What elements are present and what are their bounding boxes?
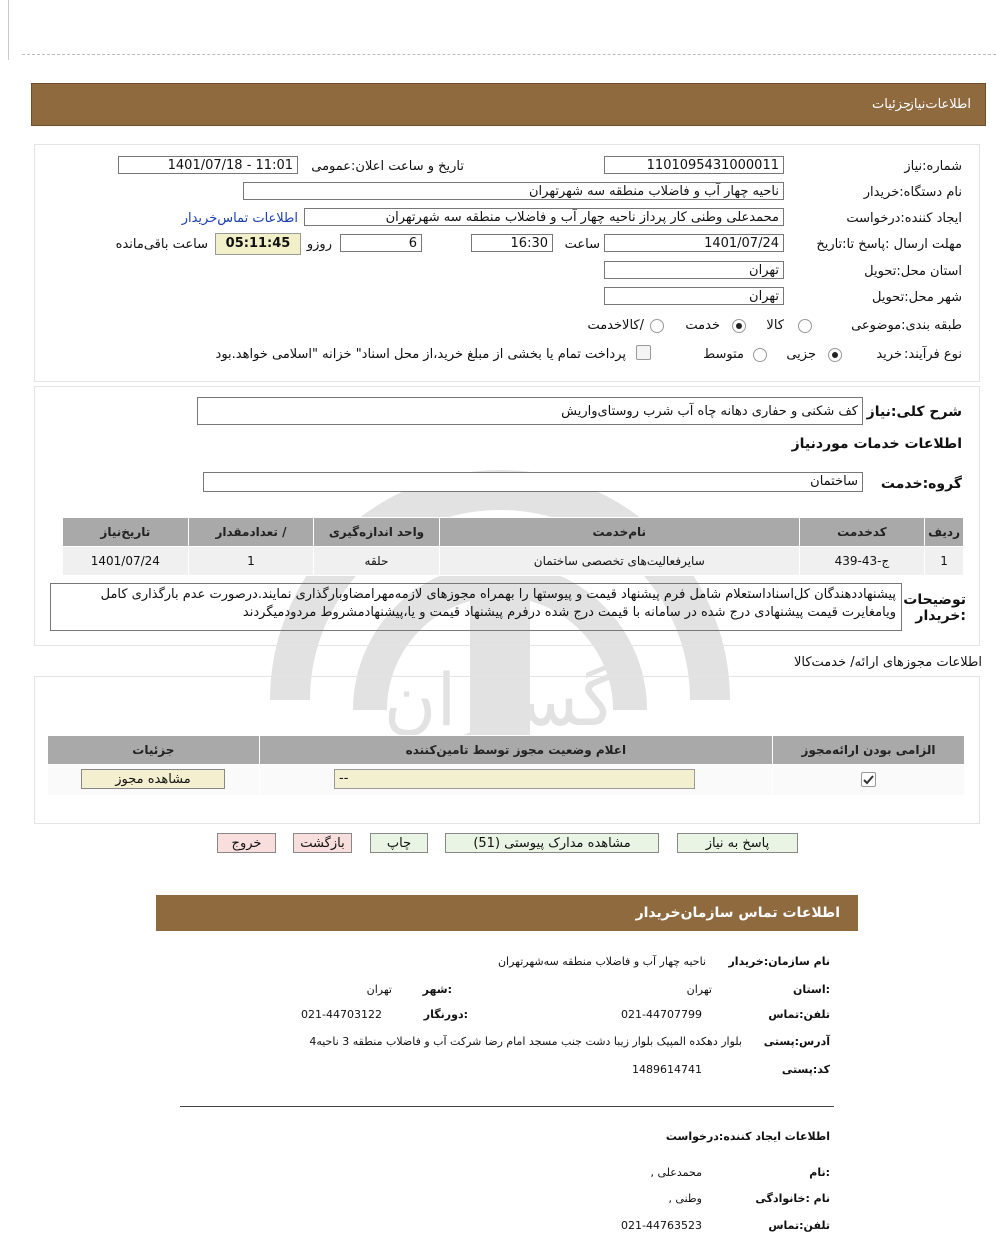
name-label: :نام xyxy=(809,1166,830,1179)
cat-goods-service-label: /کالاخدمت xyxy=(587,318,644,333)
postal-label: کد:پستی xyxy=(781,1063,830,1076)
cat-goods-service-radio[interactable] xyxy=(650,319,664,333)
tab-details[interactable]: جزئیات xyxy=(872,97,911,112)
table-row xyxy=(63,547,964,576)
creator-phone-label: تلفن:تماس xyxy=(768,1219,830,1232)
requester-field: محمدعلی وطنی کار پرداز ناحیه چهار آب و فاضلاب منطقه سه شهرتهران xyxy=(304,208,784,226)
announce-field: 1401/07/18 - 11:01 xyxy=(118,156,298,174)
family-label: نام :خانوادگی xyxy=(755,1192,830,1205)
required-checkbox[interactable] xyxy=(861,772,876,787)
cat-goods-radio[interactable] xyxy=(798,319,812,333)
need-number-label: شماره:نیاز xyxy=(904,159,962,174)
payment-note: پرداخت تمام یا بخشی از مبلغ خرید،از محل اسناد" خزانه "اسلامی خواهد.بود xyxy=(215,347,626,362)
org-label: نام سازمان:خریدار xyxy=(728,955,830,968)
name-value: محمدعلی , xyxy=(650,1166,702,1179)
col-required-header: الزامی بودن ارائه‌مجوز xyxy=(773,736,965,765)
page-header xyxy=(31,83,986,126)
process-partial-radio[interactable] xyxy=(828,348,842,362)
permits-title: اطلاعات مجوزهای ارائه/ خدمت‌کالا xyxy=(793,655,982,670)
process-partial-label: جزیی xyxy=(786,347,816,362)
buyer-contact-link[interactable]: اطلاعات تماس‌خریدار xyxy=(181,211,298,226)
deadline-label: مهلت ارسال :پاسخ تا:تاریخ xyxy=(816,237,962,252)
cell-unit: حلقه xyxy=(314,547,440,576)
contact-province-label: :استان xyxy=(793,983,830,996)
postal-value: 1489614741 xyxy=(632,1063,702,1076)
cell-row: 1 xyxy=(925,547,964,576)
process-medium-radio[interactable] xyxy=(753,348,767,362)
cell-qty: 1 xyxy=(188,547,314,576)
col-unit-header: واحد اندازه‌گیری xyxy=(314,518,440,547)
services-title: اطلاعات خدمات موردنیاز xyxy=(791,436,962,452)
reply-button[interactable]: پاسخ به نیاز xyxy=(677,833,798,853)
watermark-text: گستران xyxy=(383,658,617,742)
group-field: ساختمان xyxy=(203,472,863,492)
col-status-header: اعلام وضعیت مجوز توسط تامین‌کننده xyxy=(259,736,772,765)
province-label: استان محل:تحویل xyxy=(864,264,962,279)
address-value: بلوار دهکده المپیک بلوار زیبا دشت جنب مسجد امام رضا شرکت آب و فاضلاب منطقه 3 ناحیه4 xyxy=(309,1035,742,1048)
buyer-org-field: ناحیه چهار آب و فاضلاب منطقه سه شهرتهران xyxy=(243,182,784,200)
remaining-label: ساعت باقی‌مانده xyxy=(115,237,208,252)
group-label: گروه:خدمت xyxy=(880,476,962,492)
tab-need-info[interactable]: اطلاعات‌نیاز xyxy=(907,97,971,112)
cat-goods-label: کالا xyxy=(766,318,784,333)
deadline-hour-field: 16:30 xyxy=(471,234,553,252)
days-field: 6 xyxy=(340,234,422,252)
checkmark-icon xyxy=(862,773,875,786)
phone-label: تلفن:تماس xyxy=(768,1008,830,1021)
col-code-header: کدخدمت xyxy=(799,518,924,547)
page-border-line xyxy=(8,0,9,60)
col-row-header: ردیف xyxy=(925,518,964,547)
cell-code: ج-43-439 xyxy=(799,547,924,576)
announce-label: تاریخ و ساعت اعلان:عمومی xyxy=(311,159,464,174)
contact-city-label: :شهر xyxy=(422,983,452,996)
family-value: وطنی , xyxy=(668,1192,702,1205)
col-date-header: تاریخ‌نیاز xyxy=(63,518,189,547)
back-button[interactable]: بازگشت xyxy=(293,833,352,853)
contact-title-bar xyxy=(156,895,858,931)
process-label: نوع فرآیند: xyxy=(904,347,962,362)
buyer-notes-label: توضیحات :خریدار xyxy=(903,592,966,624)
view-permit-button[interactable]: مشاهده مجوز xyxy=(81,769,225,789)
summary-label: شرح کلی:نیاز xyxy=(866,404,962,420)
buyer-org-label: نام دستگاه:خریدار xyxy=(863,185,962,200)
buyer-notes-box: پیشنهاددهندگان کل‌اسناداستعلام شامل فرم پیشنهاد قیمت و پیوستها را بهمراه مجوزهای لازمه‌مهرامضاوبارگذاری نمایند.درصورت عدم بارگذاری کامل ویامغایرت قیمت پیشنهادی درج شده در سامانه با قیمت درج شده درفرم پیشنهاد قیمت و یا،پیشنهادمشروط مردودمیگردند xyxy=(50,583,902,631)
process-medium-label: متوسط xyxy=(703,347,744,362)
col-qty-header: / تعدادمقدار xyxy=(188,518,314,547)
cell-date: 1401/07/24 xyxy=(63,547,189,576)
permits-table-header xyxy=(48,736,965,765)
contact-city-value: تهران xyxy=(366,983,392,996)
print-button[interactable]: چاپ xyxy=(370,833,428,853)
payment-checkbox[interactable] xyxy=(636,345,651,360)
creator-title: اطلاعات ایجاد کننده:درخواست xyxy=(665,1130,830,1143)
days-label: روزو xyxy=(306,237,332,252)
remaining-timer: 05:11:45 xyxy=(215,233,301,255)
cat-service-label: خدمت xyxy=(685,318,720,333)
fax-label: :دورنگار xyxy=(423,1008,468,1021)
fax-value: 021-44703122 xyxy=(301,1008,382,1021)
deadline-date-field: 1401/07/24 xyxy=(604,234,784,252)
province-field: تهران xyxy=(604,261,784,279)
hour-label: ساعت xyxy=(564,237,600,252)
contact-province-value: تهران xyxy=(686,983,712,996)
process-buy-label: خرید xyxy=(876,347,902,362)
col-details-header: جزئیات xyxy=(48,736,260,765)
org-value: ناحیه چهار آب و فاضلاب منطقه سه‌شهرتهران xyxy=(497,955,706,968)
col-name-header: نام‌خدمت xyxy=(439,518,799,547)
permit-status-field[interactable]: -- xyxy=(334,769,695,789)
service-table-header xyxy=(63,518,964,547)
requester-label: ایجاد کننده:درخواست xyxy=(846,211,962,226)
phone-value: 021-44707799 xyxy=(621,1008,702,1021)
view-docs-button[interactable]: مشاهده مدارک پیوستی (51) xyxy=(445,833,659,853)
city-field: تهران xyxy=(604,287,784,305)
need-number-field: 1101095431000011 xyxy=(604,156,784,174)
summary-field: کف شکنی و حفاری دهانه چاه آب شرب روستای‌واریش xyxy=(197,397,863,425)
cell-name: سایرفعالیت‌های تخصصی ساختمان xyxy=(439,547,799,576)
top-divider xyxy=(22,54,996,55)
creator-phone-value: 021-44763523 xyxy=(621,1219,702,1232)
city-label: شهر محل:تحویل xyxy=(872,290,962,305)
category-label: طبقه بندی:موضوعی xyxy=(851,318,962,333)
cat-service-radio[interactable] xyxy=(732,319,746,333)
exit-button[interactable]: خروج xyxy=(217,833,276,853)
contact-title: اطلاعات تماس سازمان‌خریدار xyxy=(635,905,840,921)
contact-divider xyxy=(180,1106,834,1107)
address-label: آدرس:پستی xyxy=(763,1035,830,1048)
service-table xyxy=(62,517,964,576)
